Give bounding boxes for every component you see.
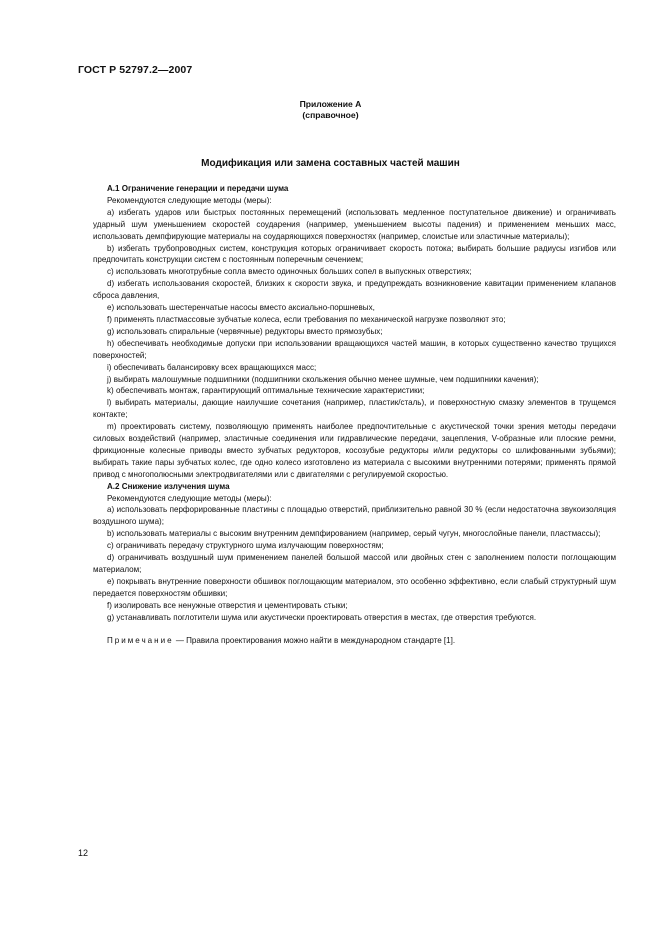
standard-number: ГОСТ Р 52797.2—2007: [78, 64, 193, 76]
list-item: h) обеспечивать необходимые допуски при использовании вращающихся частей машин, в которых существенно качество трущихся поверхностей;: [93, 338, 616, 360]
appendix-heading: [0, 99, 661, 121]
document-body: [93, 183, 616, 646]
list-item: g) устанавливать поглотители шума или акустически проектировать отверстия в местах, где отверстия требуются.: [107, 612, 537, 622]
note-label: Примечание: [107, 635, 174, 645]
list-item: m) проектировать систему, позволяющую применять наиболее предпочтительные с акустической точки зрения методы передачи силовых воздействий (например, эластичные соединения или гидравлические передачи, зацепления, V-образные или плоские ремни, фрикционные колесные приводы вместо зубчатых редукторов, косозубые редукторы и/или редукторы со шлифованными зубьями); выбирать такие пары зубчатых колес, где одно колесо изготовлено из материала с высокими внутренними потерями; применять прямой привод с многополюсными электродвигателями или с двигателями с регулируемой скоростью.: [93, 422, 616, 479]
list-item: b) использовать материалы с высоким внутренним демпфированием (например, серый чугун, многослойные панели, пластмассы);: [107, 529, 601, 539]
list-item: j) выбирать малошумные подшипники (подшипники скольжения обычно менее шумные, чем подшипники качения);: [107, 374, 539, 384]
list-item: c) ограничивать передачу структурного шума излучающим поверхностям;: [107, 541, 384, 551]
list-item: d) ограничивать воздушный шум применением панелей большой массой или двойных стен с заполнением полости поглощающим материалом;: [93, 553, 616, 574]
list-item: i) обеспечивать балансировку всех вращающихся масс;: [107, 362, 317, 372]
section-a2-intro: Рекомендуются следующие методы (меры):: [107, 493, 272, 503]
note: [93, 635, 616, 647]
page-number: 12: [78, 848, 89, 858]
section-a2-heading: А.2 Снижение излучения шума: [107, 481, 230, 491]
section-a1-intro: Рекомендуются следующие методы (меры):: [107, 195, 272, 205]
list-item: f) изолировать все ненужные отверстия и цементировать стыки;: [107, 600, 348, 610]
list-item: c) использовать многотрубные сопла вместо одиночных больших сопел в выпускных отверстиях;: [107, 267, 472, 277]
list-item: f) применять пластмассовые зубчатые колеса, если требования по механической нагрузке позволяют это;: [107, 314, 506, 324]
note-text: — Правила проектирования можно найти в международном стандарте [1].: [173, 635, 456, 645]
list-item: e) использовать шестеренчатые насосы вместо аксиально-поршневых,: [107, 303, 375, 313]
list-item: g) использовать спиральные (червячные) редукторы вместо прямозубых;: [107, 326, 383, 336]
list-item: e) покрывать внутренние поверхности обшивок поглощающим материалом, это особенно эффективно, если слабый структурный шум передается поверхностям обшивки;: [93, 576, 616, 598]
appendix-label: Приложение А: [299, 99, 362, 109]
appendix-type: (справочное): [302, 110, 359, 120]
section-a1-heading: А.1 Ограничение генерации и передачи шума: [107, 184, 289, 193]
list-item: a) использовать перфорированные пластины с площадью отверстий, приблизительно равной 30 % (если недостаточна звукоизоляция воздушного шума);: [93, 505, 616, 527]
page-title: Модификация или замена составных частей машин: [201, 158, 460, 169]
list-item: a) избегать ударов или быстрых постоянных перемещений (использовать медленное поступательное движение) и ограничивать ударный шум уменьшением скоростей соударения (например, уменьшением высоты падения) и применением меньших масс, использовать демпфирующие материалы на соударяющихся поверхностях (например, слоистые или эластичные материалы);: [93, 207, 616, 241]
list-item: l) выбирать материалы, дающие наилучшие сочетания (например, пластик/сталь), и поверхностную смазку элементов в трущемся контакте;: [93, 398, 616, 420]
list-item: b) избегать трубопроводных систем, конструкция которых ограничивает скорость потока; выбирать большие радиусы изгибов или предпочитать конструкции систем с постоянным поперечным сечением;: [93, 243, 616, 265]
list-item: d) избегать использования скоростей, близких к скорости звука, и предупреждать возникновение кавитации применением клапанов сброса давления,: [93, 279, 616, 301]
list-item: k) обеспечивать монтаж, гарантирующий оптимальные технические характеристики;: [107, 386, 425, 396]
